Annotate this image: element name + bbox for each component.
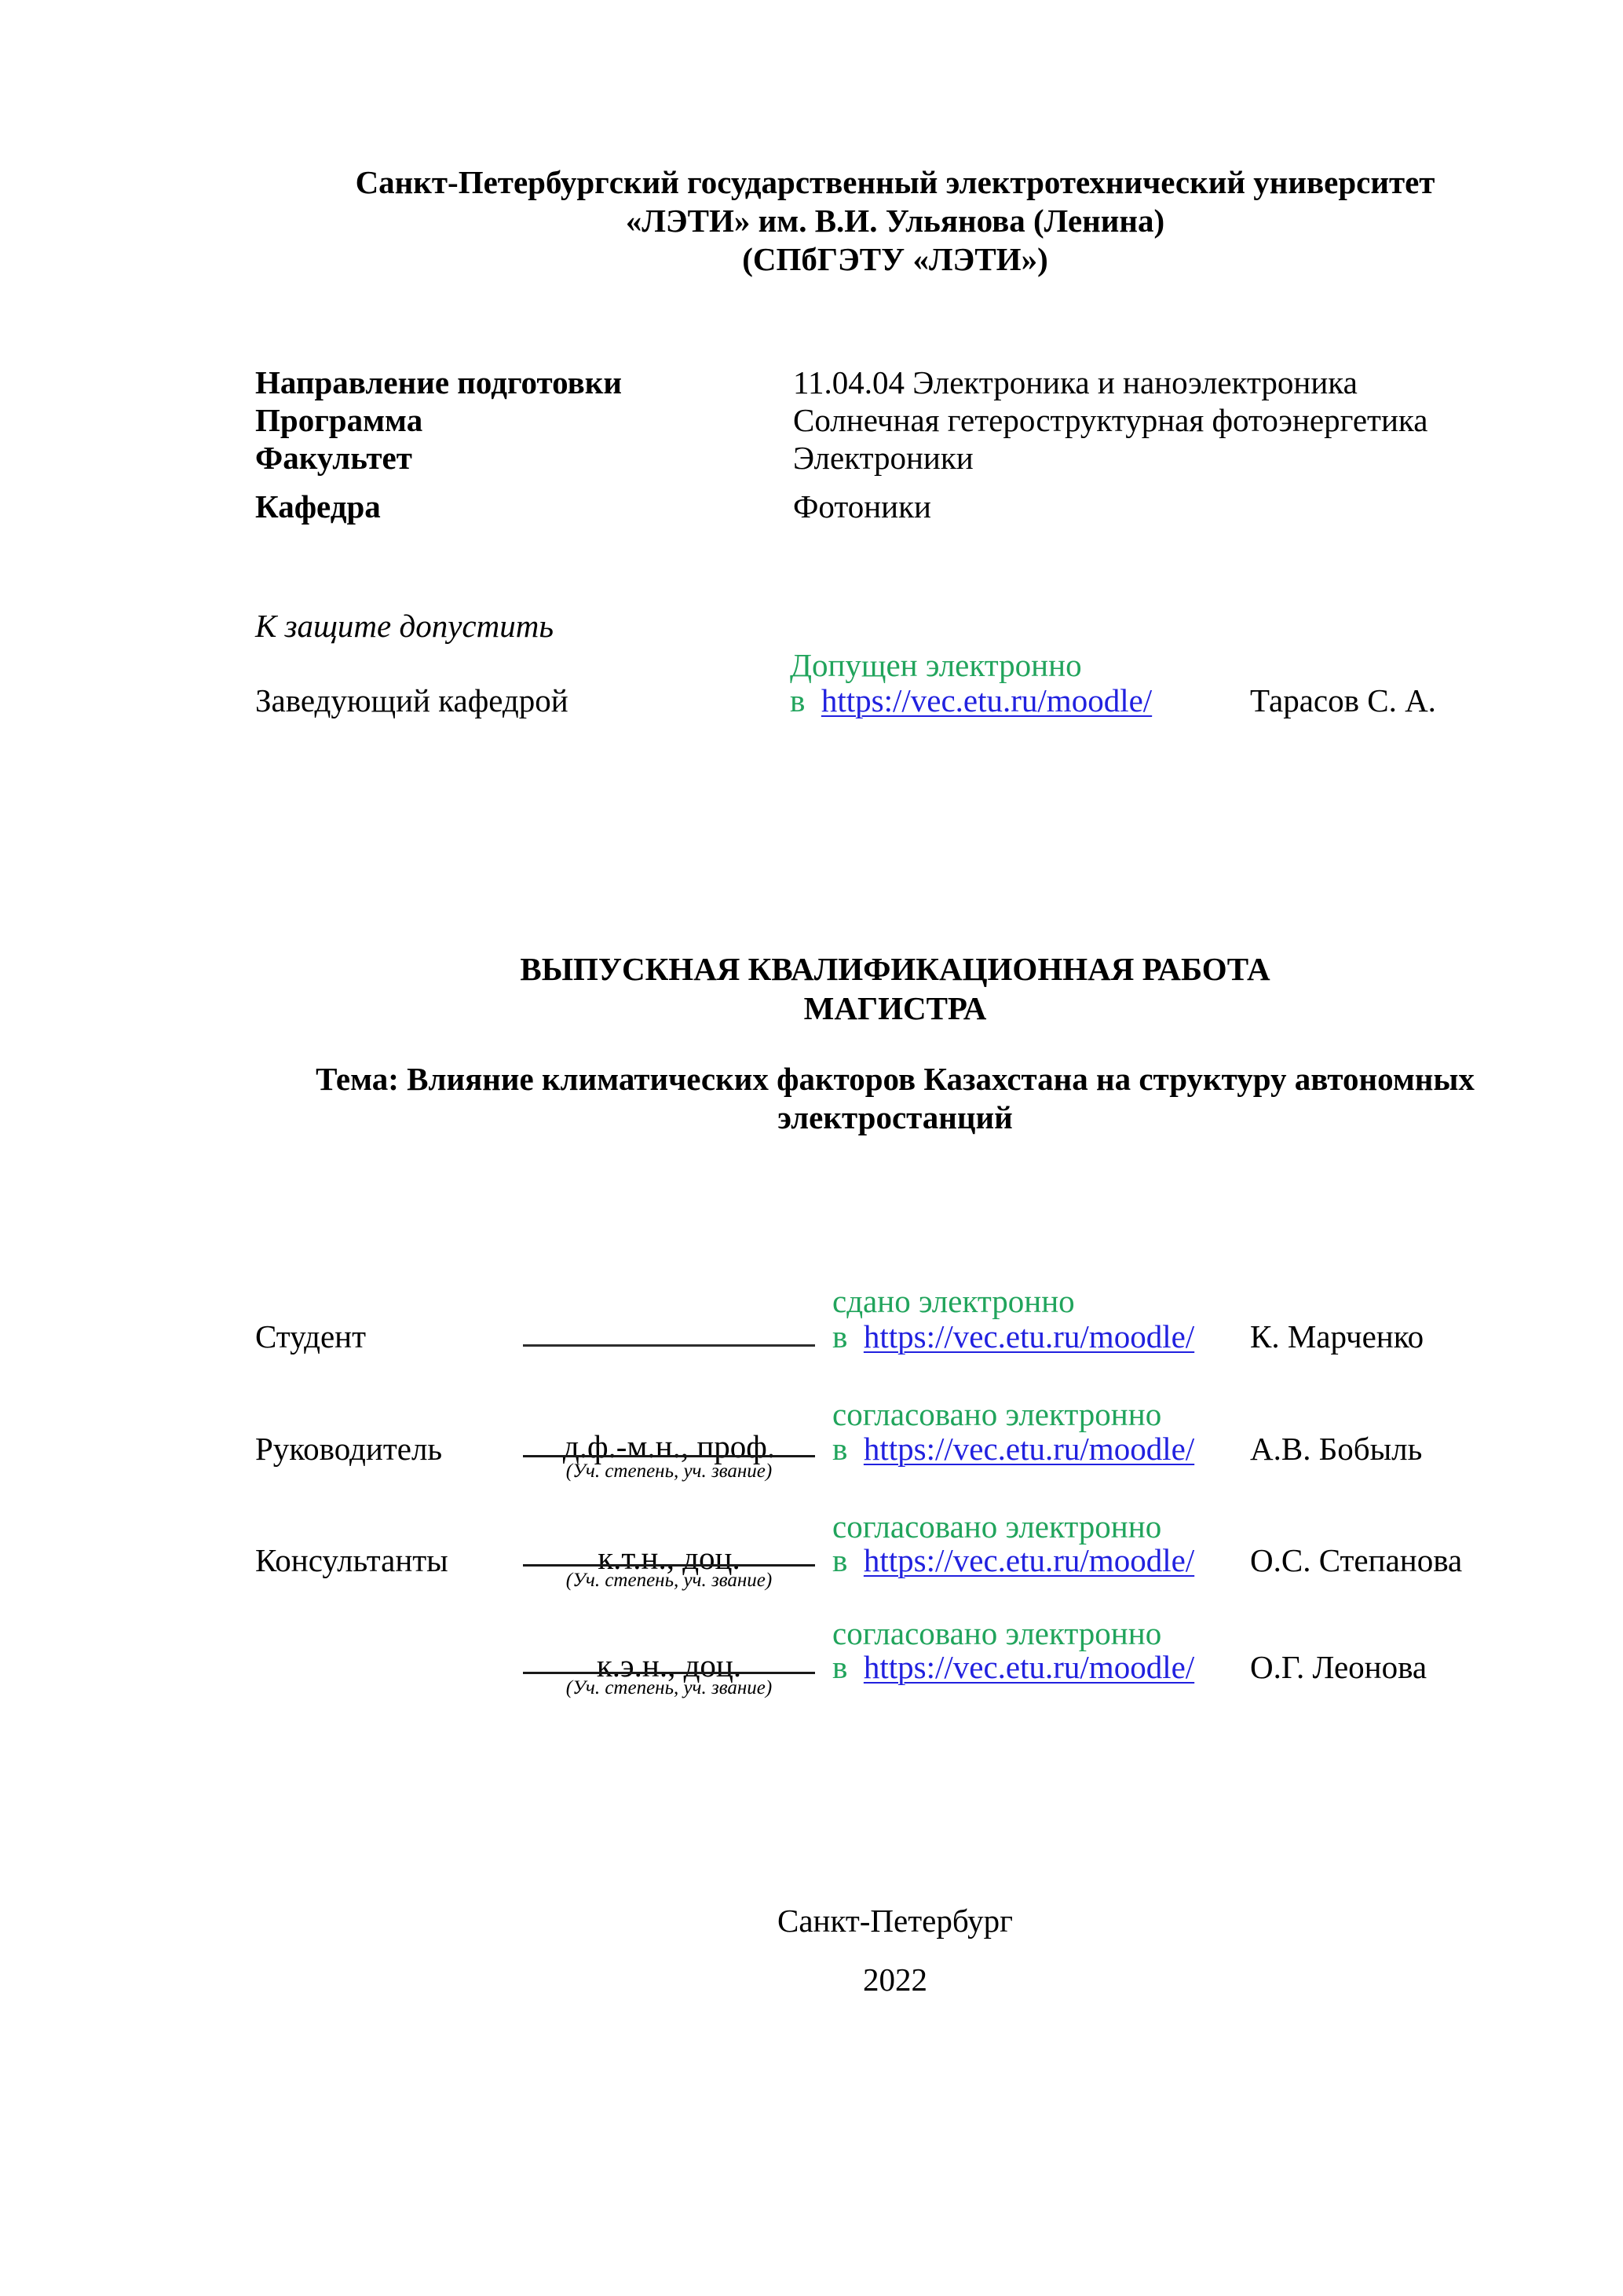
admission-link-line — [790, 682, 1152, 719]
supervisor-line-caption: (Уч. степень, уч. звание) — [565, 1461, 773, 1482]
admission-heading: К защите допустить — [255, 608, 554, 644]
admission-status: Допущен электронно — [790, 647, 1082, 683]
consultant2-line-caption: (Уч. степень, уч. звание) — [565, 1677, 773, 1698]
thesis-topic — [255, 1060, 1535, 1137]
supervisor-link-prefix: в — [832, 1431, 848, 1467]
thesis-title-line2: МАГИСТРА — [803, 990, 987, 1026]
consultant2-moodle-link[interactable]: https://vec.etu.ru/moodle/ — [863, 1649, 1195, 1685]
student-name: К. Марченко — [1250, 1318, 1424, 1355]
consultant2-signature-line — [523, 1672, 815, 1674]
supervisor-name: А.В. Бобыль — [1250, 1431, 1423, 1467]
consultant2-esign-status: согласовано электронно — [832, 1615, 1162, 1651]
consultant1-link-line — [832, 1541, 1194, 1579]
admission-link-prefix: в — [790, 682, 806, 718]
admission-moodle-link[interactable]: https://vec.etu.ru/moodle/ — [821, 682, 1153, 718]
thesis-topic-line2: электростанций — [777, 1099, 1013, 1135]
field-value-faculty: Электроники — [793, 440, 974, 476]
supervisor-link-line — [832, 1430, 1194, 1468]
university-abbreviation: (СПбГЭТУ «ЛЭТИ») — [742, 241, 1048, 277]
student-moodle-link[interactable]: https://vec.etu.ru/moodle/ — [863, 1318, 1195, 1355]
footer-city: Санкт-Петербург — [777, 1903, 1013, 1939]
student-signature-line — [523, 1344, 815, 1347]
field-value-department: Фотоники — [793, 488, 931, 525]
student-link-line — [832, 1318, 1194, 1355]
student-role-label: Студент — [255, 1318, 367, 1355]
supervisor-role-label: Руководитель — [255, 1431, 443, 1467]
consultant2-name: О.Г. Леонова — [1250, 1649, 1427, 1685]
university-name-line1: Санкт-Петербургский государственный электротехнический университет — [355, 164, 1435, 200]
field-label-direction: Направление подготовки — [255, 364, 622, 400]
student-esign-status: сдано электронно — [832, 1283, 1075, 1319]
thesis-title-line1: ВЫПУСКНАЯ КВАЛИФИКАЦИОННАЯ РАБОТА — [520, 951, 1270, 987]
consultant1-signature-line — [523, 1564, 815, 1567]
field-label-program: Программа — [255, 402, 423, 438]
supervisor-moodle-link[interactable]: https://vec.etu.ru/moodle/ — [863, 1431, 1195, 1467]
consultant1-esign-status: согласовано электронно — [832, 1508, 1162, 1545]
consultant1-degree: к.т.н., доц. — [598, 1540, 740, 1576]
consultant1-line-caption: (Уч. степень, уч. звание) — [565, 1570, 773, 1591]
consultant1-link-prefix: в — [832, 1542, 848, 1578]
consultant2-link-prefix: в — [832, 1649, 848, 1685]
admission-role: Заведующий кафедрой — [255, 682, 568, 718]
consultants-role-label: Консультанты — [255, 1542, 448, 1578]
thesis-title — [255, 949, 1535, 1028]
thesis-topic-line1: Тема: Влияние климатических факторов Казахстана на структуру автономных — [316, 1061, 1475, 1097]
field-value-program: Солнечная гетероструктурная фотоэнергетика — [793, 402, 1428, 438]
supervisor-degree: д.ф.-м.н., проф. — [562, 1428, 776, 1464]
field-value-direction: 11.04.04 Электроника и наноэлектроника — [793, 364, 1358, 400]
university-name-line2: «ЛЭТИ» им. В.И. Ульянова (Ленина) — [625, 203, 1165, 239]
consultant2-link-line — [832, 1648, 1194, 1686]
footer-year: 2022 — [863, 1961, 927, 1998]
university-header — [255, 163, 1535, 279]
consultant1-name: О.С. Степанова — [1250, 1542, 1463, 1578]
field-label-faculty: Факультет — [255, 440, 412, 476]
field-label-department: Кафедра — [255, 488, 381, 525]
supervisor-esign-status: согласовано электронно — [832, 1396, 1162, 1432]
admission-signer-name: Тарасов С. А. — [1250, 682, 1436, 718]
student-link-prefix: в — [832, 1318, 848, 1355]
supervisor-signature-line — [523, 1455, 815, 1457]
consultant2-degree: к.э.н., доц. — [596, 1647, 742, 1684]
consultant1-moodle-link[interactable]: https://vec.etu.ru/moodle/ — [863, 1542, 1195, 1578]
